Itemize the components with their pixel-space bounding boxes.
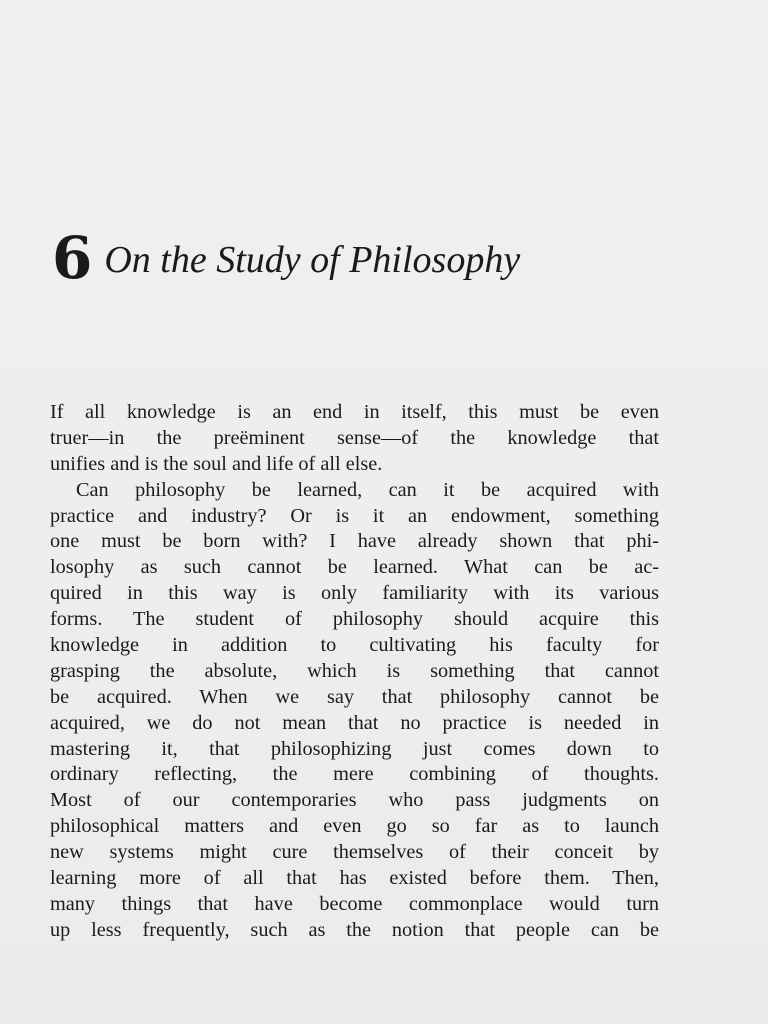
show-through-header	[50, 10, 670, 30]
text-line: acquired, we do not mean that no practice is needed in	[50, 711, 659, 734]
text-line: new systems might cure themselves of their conceit by	[50, 841, 659, 864]
text-line: philosophical matters and even go so far as to launch	[50, 815, 659, 838]
text-line: grasping the absolute, which is something that cannot	[50, 659, 659, 682]
text-line: losophy as such cannot be learned. What can be ac-	[50, 556, 659, 579]
text-line: If all knowledge is an end in itself, this must be even	[50, 401, 659, 423]
text-line: quired in this way is only familiarity with its various	[50, 582, 659, 605]
chapter-number: 6	[52, 224, 91, 292]
text-line: forms. The student of philosophy should acquire this	[50, 608, 659, 631]
paragraph-2	[50, 478, 659, 944]
text-line: up less frequently, such as the notion that people can be	[50, 918, 659, 941]
paragraph-1	[50, 400, 659, 478]
text-line: unifies and is the soul and life of all else.	[50, 452, 383, 475]
text-line: practice and industry? Or is it an endowment, something	[50, 504, 659, 527]
body-text	[50, 400, 659, 944]
text-line: many things that have become commonplace would turn	[50, 892, 659, 915]
text-line: ordinary reflecting, the mere combining of thoughts.	[50, 763, 659, 786]
text-line: be acquired. When we say that philosophy cannot be	[50, 685, 659, 708]
chapter-heading	[52, 224, 521, 292]
text-line: truer—in the preëminent sense—of the knowledge that	[50, 426, 659, 449]
chapter-title: On the Study of Philosophy	[104, 239, 521, 281]
text-line: learning more of all that has existed before them. Then,	[50, 867, 659, 890]
text-line: Can philosophy be learned, can it be acquired with	[76, 478, 659, 501]
text-line: mastering it, that philosophizing just comes down to	[50, 737, 659, 760]
text-line: knowledge in addition to cultivating his faculty for	[50, 634, 659, 657]
text-line: one must be born with? I have already shown that phi-	[50, 530, 659, 553]
text-line: Most of our contemporaries who pass judgments on	[50, 789, 659, 812]
